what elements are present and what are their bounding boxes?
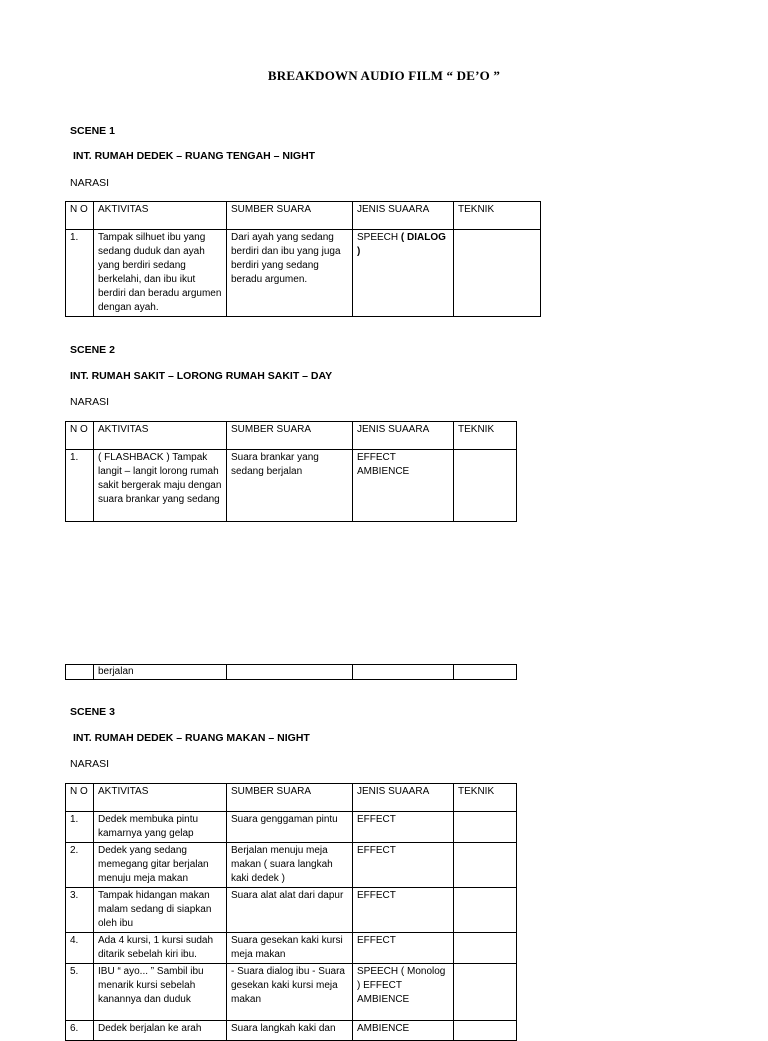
cell-type [353,230,454,317]
cell-type: EFFECT [353,888,454,933]
cell-activity: Tampak silhuet ibu yang sedang duduk dan ayah yang berdiri sedang berkelahi, dan ibu ikut berdiri dan beradu argumen dengan ayah. [94,230,227,317]
table-row [66,665,517,680]
table-header-row [66,784,517,812]
cell-source: - Suara dialog ibu - Suara gesekan kaki kursi meja makan [227,964,353,1021]
scene-2-table [65,421,517,522]
header-type: JENIS SUAARA [353,784,454,812]
scene-3-table [65,783,517,1041]
scene-2-location: INT. RUMAH SAKIT – LORONG RUMAH SAKIT – DAY [70,370,333,382]
cell-type: AMBIENCE [353,1021,454,1041]
header-activity: AKTIVITAS [94,784,227,812]
cell-activity: Dedek yang sedang memegang gitar berjalan menuju meja makan [94,843,227,888]
table-row [66,812,517,843]
cell-type: EFFECT [353,843,454,888]
header-type: JENIS SUAARA [353,422,454,450]
table-row [66,888,517,933]
scene-2-table-continued [65,664,517,680]
cell-no: 3. [66,888,94,933]
cell-no: 1. [66,812,94,843]
cell-activity: Dedek berjalan ke arah [94,1021,227,1041]
scene-1-location: INT. RUMAH DEDEK – RUANG TENGAH – NIGHT [73,150,316,162]
cell-source: Suara gesekan kaki kursi meja makan [227,933,353,964]
cell-type: EFFECT AMBIENCE [353,450,454,522]
cell-no: 1. [66,450,94,522]
table-row [66,843,517,888]
header-activity: AKTIVITAS [94,422,227,450]
cell-source: Dari ayah yang sedang berdiri dan ibu yang juga berdiri yang sedang beradu argumen. [227,230,353,317]
cell-source: Suara genggaman pintu [227,812,353,843]
header-source: SUMBER SUARA [227,422,353,450]
header-source: SUMBER SUARA [227,202,353,230]
cell-source: Suara alat alat dari dapur [227,888,353,933]
table-header-row [66,202,541,230]
cell-activity: berjalan [94,665,227,680]
cell-technique [454,450,517,522]
scene-1-table [65,201,541,317]
cell-no: 2. [66,843,94,888]
cell-technique [454,964,517,1021]
cell-technique [454,933,517,964]
cell-technique [454,665,517,680]
scene-3-narasi: NARASI [70,758,110,770]
header-type: JENIS SUAARA [353,202,454,230]
scene-1-label: SCENE 1 [70,125,115,137]
table-row [66,964,517,1021]
table-row [66,933,517,964]
cell-activity: Tampak hidangan makan malam sedang di siapkan oleh ibu [94,888,227,933]
header-technique: TEKNIK [454,202,541,230]
scene-1-narasi: NARASI [70,177,110,189]
cell-technique [454,888,517,933]
header-activity: AKTIVITAS [94,202,227,230]
cell-activity: IBU “ ayo... ” Sambil ibu menarik kursi sebelah kanannya dan duduk [94,964,227,1021]
cell-technique [454,230,541,317]
header-no: N O [66,422,94,450]
header-source: SUMBER SUARA [227,784,353,812]
header-no: N O [66,202,94,230]
cell-technique [454,843,517,888]
header-no: N O [66,784,94,812]
cell-activity: ( FLASHBACK ) Tampak langit – langit lorong rumah sakit bergerak maju dengan suara brankar yang sedang [94,450,227,522]
cell-source: Suara langkah kaki dan [227,1021,353,1041]
cell-source: Berjalan menuju meja makan ( suara langkah kaki dedek ) [227,843,353,888]
header-technique: TEKNIK [454,784,517,812]
cell-no [66,665,94,680]
cell-activity: Ada 4 kursi, 1 kursi sudah ditarik sebelah kiri ibu. [94,933,227,964]
table-row [66,450,517,522]
cell-no: 5. [66,964,94,1021]
scene-3-location: INT. RUMAH DEDEK – RUANG MAKAN – NIGHT [73,732,310,744]
table-row [66,230,541,317]
header-technique: TEKNIK [454,422,517,450]
type-bold: ( DIALOG ) [357,232,446,257]
cell-technique [454,812,517,843]
cell-source [227,665,353,680]
cell-no: 6. [66,1021,94,1041]
document-title: BREAKDOWN AUDIO FILM “ DE’O ” [267,68,501,83]
cell-type: SPEECH ( Monolog ) EFFECT AMBIENCE [353,964,454,1021]
cell-type [353,665,454,680]
cell-type: EFFECT [353,933,454,964]
cell-source: Suara brankar yang sedang berjalan [227,450,353,522]
scene-2-label: SCENE 2 [70,344,115,356]
cell-type: EFFECT [353,812,454,843]
cell-no: 1. [66,230,94,317]
table-header-row [66,422,517,450]
cell-activity: Dedek membuka pintu kamarnya yang gelap [94,812,227,843]
scene-2-narasi: NARASI [70,396,110,408]
type-prefix: SPEECH [357,232,401,243]
cell-no: 4. [66,933,94,964]
scene-3-label: SCENE 3 [70,706,115,718]
